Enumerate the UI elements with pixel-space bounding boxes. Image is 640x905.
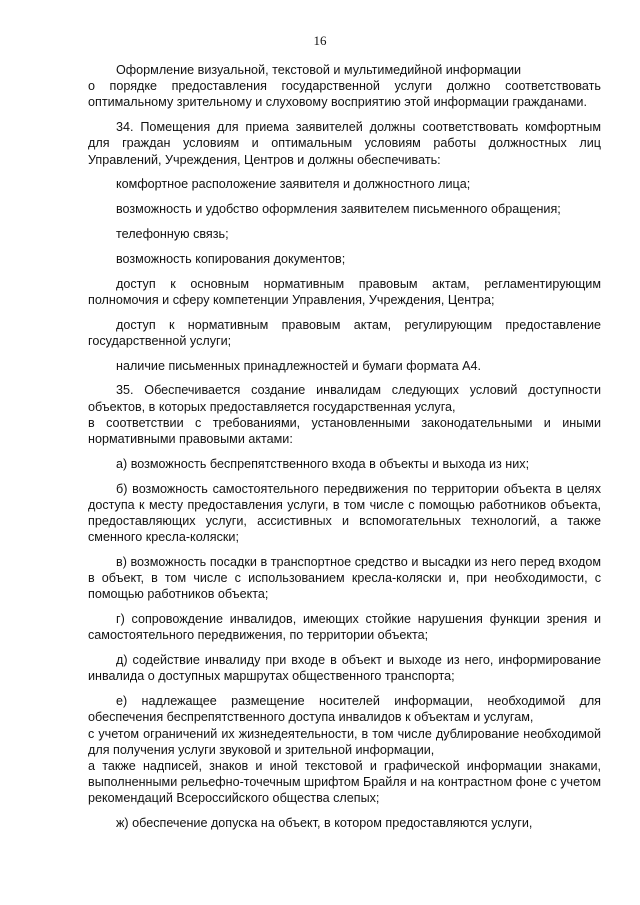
paragraph-visual-info: Оформление визуальной, текстовой и мультимедийной информации о порядке предоставления государственной услуги должно соответствовать оптимальному зрительному и слуховому восприятию этой информации гражданами. (88, 63, 601, 110)
paragraph-35-accessibility: 35. Обеспечивается создание инвалидам следующих условий доступности объектов, в которых предоставляется государственная услуга, в соответствии с требованиями, установленными законодательными и иными нормативными правовыми актами: (88, 383, 601, 446)
list-item-written-request: возможность и удобство оформления заявителем письменного обращения; (116, 202, 561, 217)
document-body (88, 62, 601, 831)
list-item-copying: возможность копирования документов; (116, 251, 346, 266)
list-item-stationery: наличие письменных принадлежностей и бумаги формата А4. (116, 358, 481, 373)
list-item-legal-acts: доступ к нормативным правовым актам, регулирующим предоставление государственной услуги; (88, 317, 601, 348)
list-item-g: г) сопровождение инвалидов, имеющих стойкие нарушения функции зрения и самостоятельного передвижения, по территории объекта; (88, 612, 601, 643)
list-item-phone: телефонную связь; (116, 227, 229, 241)
list-item-basic-legal-acts: доступ к основным нормативным правовым актам, регламентирующим полномочия и сферу компетенции Управления, Учреждения, Центра; (88, 276, 601, 307)
page-number: 16 (313, 33, 327, 48)
list-item-v: в) возможность посадки в транспортное средство и высадки из него перед входом в объект, в том числе с использованием кресла-коляски и, при необходимости, с помощью работников объекта; (88, 555, 601, 602)
list-item-b: б) возможность самостоятельного передвижения по территории объекта в целях доступа к месту предоставления услуги, в том числе с помощью работников объекта, предоставляющих услуги, ассистивных и вспомогательных технологий, а также сменного кресла-коляски; (88, 481, 601, 545)
paragraph-34-premises: 34. Помещения для приема заявителей должны соответствовать комфортным для граждан условиям и оптимальным условиям работы должностных лиц Управлений, Учреждения, Центров и должны обеспечивать: (88, 120, 601, 167)
list-item-e: е) надлежащее размещение носителей информации, необходимой для обеспечения беспрепятственного доступа инвалидов к объектам и услугам, с учетом ограничений их жизнедеятельности, в том числе дублирование необходимой для получения услуги звуковой и зрительной информации, а также надписей, знаков и иной текстовой и графической информации знаками, выполненными рельефно-точечным шрифтом Брайля и на контрастном фоне с учетом рекомендаций Всероссийского общества слепых; (88, 694, 601, 806)
list-item-zh: ж) обеспечение допуска на объект, в котором предоставляются услуги, (116, 816, 533, 831)
list-item-a: а) возможность беспрепятственного входа в объекты и выхода из них; (116, 456, 530, 471)
list-item-comfortable-location: комфортное расположение заявителя и должностного лица; (116, 177, 471, 192)
list-item-d: д) содействие инвалиду при входе в объект и выходе из него, информирование инвалида о доступных маршрутах общественного транспорта; (88, 653, 601, 684)
